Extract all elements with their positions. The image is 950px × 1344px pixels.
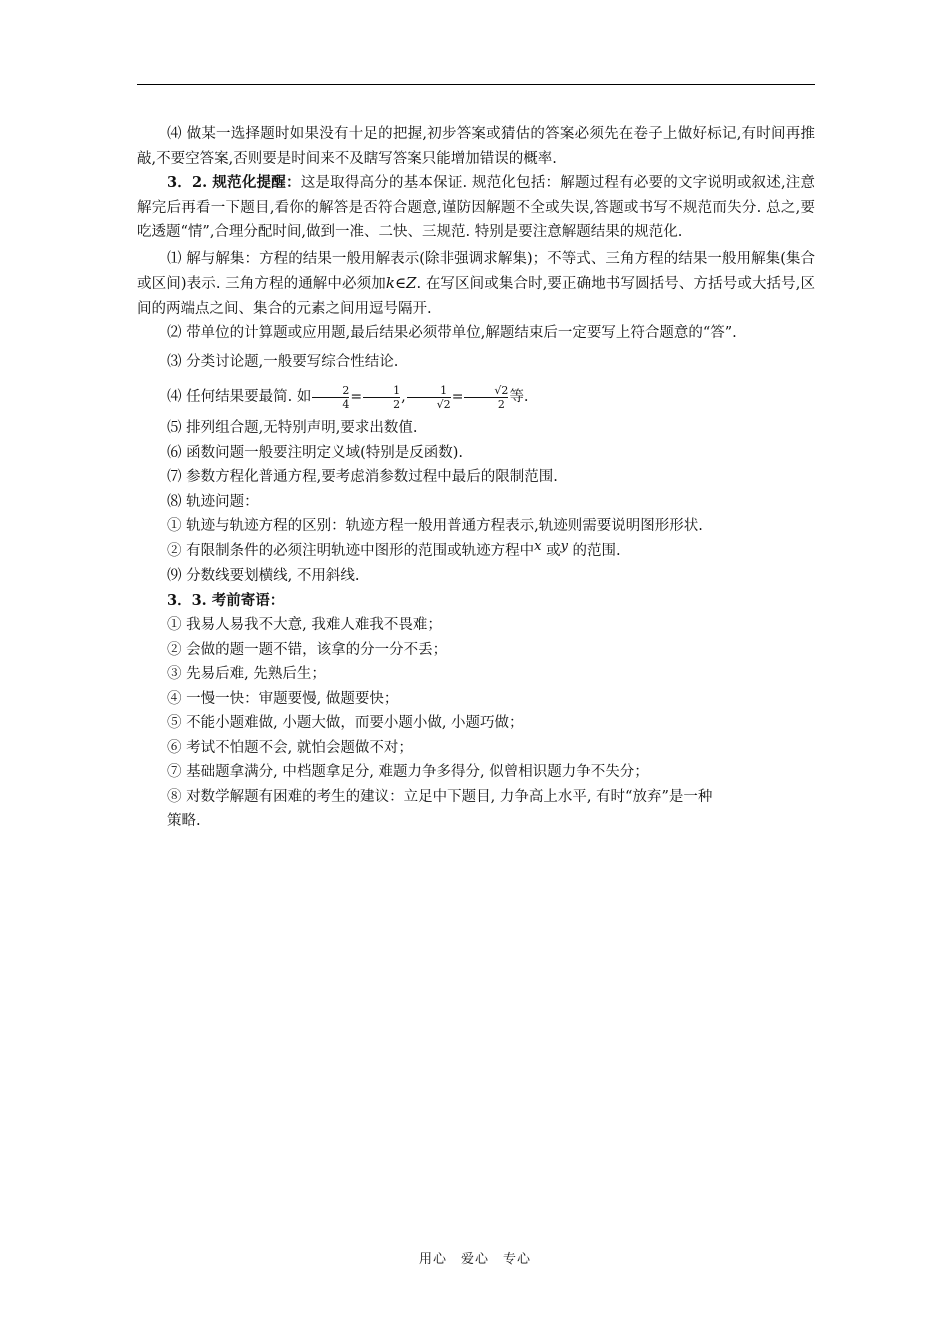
- fraction-2-4: [312, 384, 349, 411]
- tip-5: ⑤ 不能小题难做, 小题大做，而要小题小做, 小题巧做；: [167, 715, 524, 731]
- locus-point-1: ① 轨迹与轨迹方程的区别：轨迹方程一般用普通方程表示,轨迹则需要说明图形形状.: [167, 518, 703, 534]
- fraction-1-2: [363, 384, 400, 411]
- item-1-text-a: ⑴ 解与解集：方程的结果一般用解表示(除非强调求解集)；不等式、三角方程的结果一般用解集(集合或区间)表示. 三角方程的通解中必须加: [137, 250, 815, 292]
- section-3-2-text: 这是取得高分的基本保证. 规范化包括：解题过程有必要的文字说明或叙述,注意解完后再看一下题目,看你的解答是否符合题意,谨防因解题不全或失误,答题或书写不规范而失分. 总之,要吃透题“情”,合理分配时间,做到一准、二快、三规范. 特别是要注意解题结果的规范化.: [137, 175, 815, 240]
- item-9-fraction-line: ⑼ 分数线要划横线, 不用斜线.: [167, 568, 360, 584]
- header-rule: [137, 84, 815, 85]
- fraction-denominator: 4: [312, 397, 349, 411]
- tip-2: ② 会做的题一题不错，该拿的分一分不丢；: [167, 641, 448, 658]
- tip-3: ③ 先易后难, 先熟后生；: [167, 666, 326, 682]
- tip-8: ⑧ 对数学解题有困难的考生的建议：立足中下题目, 力争高上水平, 有时“放弃”是一种: [167, 788, 713, 805]
- fraction-denominator: 2: [464, 397, 508, 411]
- k-in-z-formula: k∈Z: [385, 274, 417, 292]
- item-6-functions: ⑹ 函数问题一般要注明定义域(特别是反函数).: [167, 444, 464, 461]
- variable-x: x: [534, 538, 542, 554]
- item-7-parametric: ⑺ 参数方程化普通方程,要考虑消参数过程中最后的限制范围.: [167, 469, 558, 485]
- section-3-2: [137, 171, 815, 245]
- item-2-units: ⑵ 带单位的计算题或应用题,最后结果必须带单位,解题结束后一定要写上符合题意的“答”.: [167, 325, 737, 341]
- fraction-1-sqrt2: [407, 384, 451, 411]
- document-body: [137, 122, 815, 834]
- locus-point-2-text-a: ② 有限制条件的必须注明轨迹中图形的范围或轨迹方程中: [167, 542, 535, 559]
- tip-1: ① 我易人易我不大意, 我难人难我不畏难；: [167, 617, 442, 633]
- tip-6: ⑥ 考试不怕题不会, 就怕会题做不对；: [167, 739, 413, 756]
- fraction-numerator: √2: [494, 383, 509, 397]
- tip-4: ④ 一慢一快：审题要慢, 做题要快；: [167, 690, 399, 707]
- equals-sign: =: [451, 389, 464, 405]
- item-4-simplest: [137, 380, 815, 414]
- item-1-text-b: . 在写区间或集合时,要正确地书写圆括号、方括号或大括号,区间的两端点之间、集合的元素之间用逗号隔开.: [137, 276, 816, 317]
- item-8-locus: ⑻ 轨迹问题：: [167, 493, 259, 510]
- fraction-numerator: 1: [393, 383, 401, 397]
- fraction-numerator: 1: [440, 383, 448, 397]
- locus-point-2-text-b: 的范围.: [572, 542, 621, 559]
- section-3-3-heading: [137, 589, 815, 614]
- section-3-3-title: 3．3. 考前寄语：: [167, 591, 285, 609]
- fraction-denominator: √2: [407, 397, 451, 411]
- item-4-choice: ⑷ 做某一选择题时如果没有十足的把握,初步答案或猜估的答案必须先在卷子上做好标记,有时间再推敲,不要空答案,否则要是时间来不及瞎写答案只能增加错误的概率.: [137, 126, 815, 167]
- item-5-combinatorics: ⑸ 排列组合题,无特别声明,要求出数值.: [167, 420, 418, 436]
- item-3-cases: ⑶ 分类讨论题,一般要写综合性结论.: [167, 353, 399, 370]
- fraction-numerator: 2: [342, 383, 350, 397]
- fraction-sqrt2-2: [464, 384, 508, 411]
- equals-sign: =: [350, 389, 363, 405]
- page-footer: 用心 爱心 专心: [418, 1252, 531, 1267]
- locus-point-2: [137, 539, 815, 565]
- variable-y: y: [560, 538, 568, 554]
- or-word: 或: [546, 542, 561, 559]
- item-4-text-b: 等.: [509, 389, 529, 405]
- section-3-2-heading: 3．2. 规范化提醒：: [167, 174, 301, 191]
- item-4-text-a: ⑷ 任何结果要最简. 如: [167, 389, 312, 405]
- comma: ,: [401, 389, 406, 405]
- tip-8-continued: 策略.: [167, 813, 201, 829]
- tip-7: ⑦ 基础题拿满分, 中档题拿足分, 难题力争多得分, 似曾相识题力争不失分；: [167, 764, 649, 780]
- item-1-solutions: [137, 247, 815, 322]
- fraction-denominator: 2: [363, 397, 400, 411]
